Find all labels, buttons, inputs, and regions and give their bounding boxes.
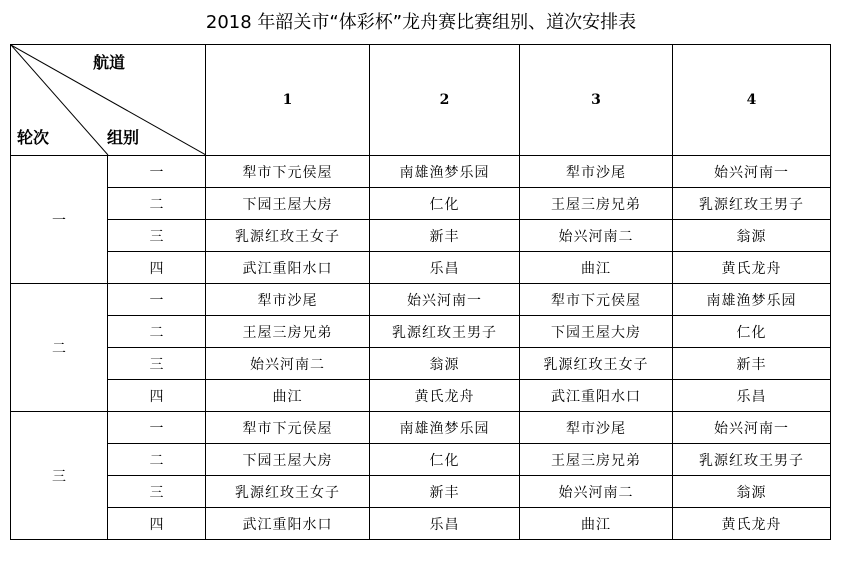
table-row bbox=[11, 508, 831, 540]
group-cell: 一 bbox=[108, 412, 206, 444]
team-cell: 南雄渔梦乐园 bbox=[370, 412, 520, 444]
group-cell: 四 bbox=[108, 252, 206, 284]
team-cell: 翁源 bbox=[370, 348, 520, 380]
team-cell: 曲江 bbox=[206, 380, 370, 412]
team-cell: 乐昌 bbox=[370, 252, 520, 284]
team-cell: 王屋三房兄弟 bbox=[206, 316, 370, 348]
table-row bbox=[11, 476, 831, 508]
team-cell: 翁源 bbox=[673, 476, 831, 508]
group-cell: 一 bbox=[108, 284, 206, 316]
team-cell: 翁源 bbox=[673, 220, 831, 252]
team-cell: 乳源红玫王女子 bbox=[206, 220, 370, 252]
team-cell: 始兴河南二 bbox=[520, 476, 673, 508]
group-cell: 二 bbox=[108, 444, 206, 476]
team-cell: 下园王屋大房 bbox=[206, 444, 370, 476]
group-cell: 三 bbox=[108, 220, 206, 252]
team-cell: 黄氏龙舟 bbox=[673, 508, 831, 540]
team-cell: 始兴河南二 bbox=[520, 220, 673, 252]
team-cell: 王屋三房兄弟 bbox=[520, 444, 673, 476]
group-cell: 三 bbox=[108, 348, 206, 380]
team-cell: 仁化 bbox=[370, 444, 520, 476]
team-cell: 曲江 bbox=[520, 508, 673, 540]
lane-header-3: 3 bbox=[520, 45, 673, 156]
group-cell: 四 bbox=[108, 380, 206, 412]
team-cell: 犁市下元侯屋 bbox=[206, 156, 370, 188]
team-cell: 曲江 bbox=[520, 252, 673, 284]
team-cell: 犁市沙尾 bbox=[520, 412, 673, 444]
table-row bbox=[11, 444, 831, 476]
team-cell: 犁市沙尾 bbox=[520, 156, 673, 188]
table-row bbox=[11, 188, 831, 220]
table-header-row bbox=[11, 45, 831, 156]
team-cell: 新丰 bbox=[673, 348, 831, 380]
table-row bbox=[11, 156, 831, 188]
team-cell: 仁化 bbox=[370, 188, 520, 220]
group-cell: 一 bbox=[108, 156, 206, 188]
team-cell: 乳源红玫王男子 bbox=[673, 188, 831, 220]
team-cell: 王屋三房兄弟 bbox=[520, 188, 673, 220]
group-cell: 三 bbox=[108, 476, 206, 508]
team-cell: 始兴河南一 bbox=[673, 412, 831, 444]
team-cell: 乳源红玫王女子 bbox=[520, 348, 673, 380]
diagonal-header-cell bbox=[11, 45, 206, 156]
team-cell: 仁化 bbox=[673, 316, 831, 348]
team-cell: 乐昌 bbox=[673, 380, 831, 412]
team-cell: 犁市下元侯屋 bbox=[206, 412, 370, 444]
lane-header-1: 1 bbox=[206, 45, 370, 156]
round-cell: 三 bbox=[11, 412, 108, 540]
team-cell: 黄氏龙舟 bbox=[370, 380, 520, 412]
team-cell: 南雄渔梦乐园 bbox=[370, 156, 520, 188]
table-row bbox=[11, 412, 831, 444]
team-cell: 乳源红玫王女子 bbox=[206, 476, 370, 508]
team-cell: 犁市下元侯屋 bbox=[520, 284, 673, 316]
group-cell: 四 bbox=[108, 508, 206, 540]
lane-header-2: 2 bbox=[370, 45, 520, 156]
schedule-table bbox=[10, 44, 831, 540]
lane-axis-label: 航道 bbox=[93, 53, 126, 72]
table-row bbox=[11, 252, 831, 284]
table-row bbox=[11, 220, 831, 252]
table-row bbox=[11, 348, 831, 380]
group-cell: 二 bbox=[108, 316, 206, 348]
team-cell: 黄氏龙舟 bbox=[673, 252, 831, 284]
team-cell: 乳源红玫王男子 bbox=[370, 316, 520, 348]
lane-header-4: 4 bbox=[673, 45, 831, 156]
round-cell: 二 bbox=[11, 284, 108, 412]
team-cell: 新丰 bbox=[370, 476, 520, 508]
team-cell: 武江重阳水口 bbox=[206, 508, 370, 540]
team-cell: 犁市沙尾 bbox=[206, 284, 370, 316]
team-cell: 始兴河南二 bbox=[206, 348, 370, 380]
team-cell: 乳源红玫王男子 bbox=[673, 444, 831, 476]
round-axis-label: 轮次 bbox=[17, 128, 50, 147]
table-row bbox=[11, 316, 831, 348]
team-cell: 武江重阳水口 bbox=[520, 380, 673, 412]
team-cell: 始兴河南一 bbox=[673, 156, 831, 188]
team-cell: 始兴河南一 bbox=[370, 284, 520, 316]
group-axis-label: 组别 bbox=[107, 128, 140, 147]
team-cell: 乐昌 bbox=[370, 508, 520, 540]
team-cell: 南雄渔梦乐园 bbox=[673, 284, 831, 316]
team-cell: 下园王屋大房 bbox=[520, 316, 673, 348]
team-cell: 下园王屋大房 bbox=[206, 188, 370, 220]
table-row bbox=[11, 284, 831, 316]
round-cell: 一 bbox=[11, 156, 108, 284]
team-cell: 武江重阳水口 bbox=[206, 252, 370, 284]
team-cell: 新丰 bbox=[370, 220, 520, 252]
group-cell: 二 bbox=[108, 188, 206, 220]
page-title: 2018 年韶关市“体彩杯”龙舟赛比赛组别、道次安排表 bbox=[205, 12, 637, 33]
table-row bbox=[11, 380, 831, 412]
